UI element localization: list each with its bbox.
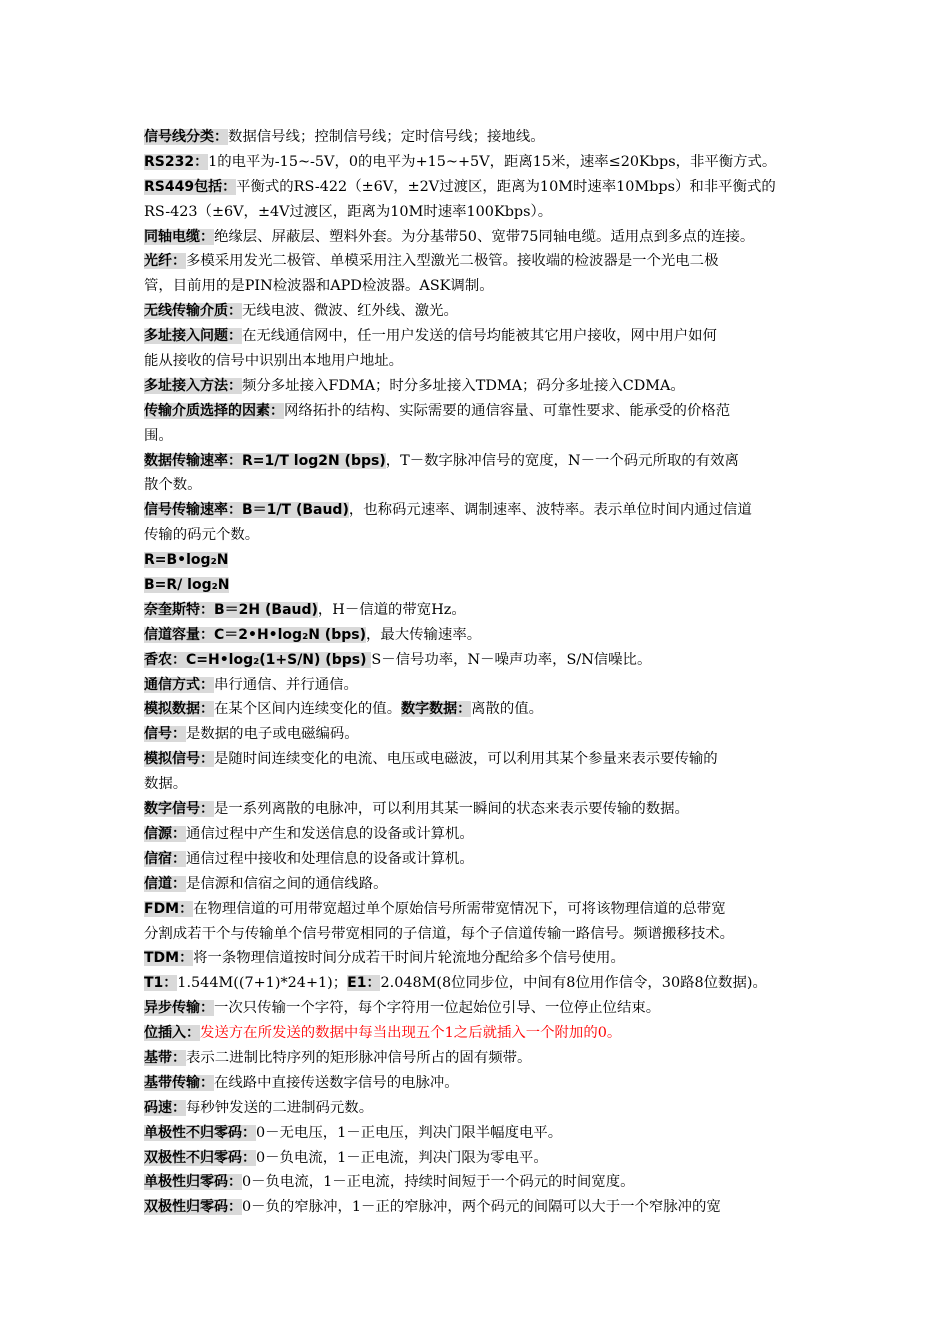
- text-line: [144, 648, 824, 673]
- text-line: [144, 996, 824, 1021]
- text-line: [144, 1096, 824, 1121]
- line-text: 传输的码元个数。: [144, 527, 260, 544]
- text-line: [144, 473, 824, 498]
- term-label: E1：: [347, 975, 381, 992]
- text-line: [144, 872, 824, 897]
- line-text: 分割成若干个与传输单个信号带宽相同的子信道，每个子信道传输一路信号。频谱搬移技术。: [144, 925, 735, 942]
- line-text: ，最大传输速率。: [365, 626, 482, 643]
- line-text: 0－负的窄脉冲，1－正的窄脉冲，两个码元的间隔可以大于一个窄脉冲的宽: [242, 1199, 721, 1216]
- text-line: [144, 399, 824, 424]
- line-text: ，也称码元速率、调制速率、波特率。表示单位时间内通过信道: [348, 502, 752, 519]
- line-text: 每秒钟发送的二进制码元数。: [186, 1099, 374, 1116]
- line-text: 是数据的电子或电磁编码。: [186, 726, 359, 743]
- term-label: 基带：: [144, 1049, 186, 1066]
- document-body: [144, 125, 824, 1220]
- text-line: [144, 150, 824, 175]
- term-label: 多址接入方法：: [144, 377, 242, 394]
- text-line: [144, 822, 824, 847]
- term-label: 无线传输介质：: [144, 303, 242, 320]
- text-line: [144, 449, 824, 474]
- text-line: [144, 1021, 824, 1046]
- line-text: 是信源和信宿之间的通信线路。: [186, 875, 388, 892]
- term-label: 信源：: [144, 825, 186, 842]
- text-line: [144, 274, 824, 299]
- text-line: [144, 324, 824, 349]
- text-line: [144, 299, 824, 324]
- term-label: 光纤：: [144, 253, 186, 270]
- text-line: [144, 897, 824, 922]
- text-line: [144, 747, 824, 772]
- line-text: S－信号功率，N－噪声功率，S/N信噪比。: [371, 651, 652, 668]
- text-line: [144, 722, 824, 747]
- text-line: [144, 573, 824, 598]
- term-label: 模拟信号：: [144, 751, 214, 768]
- line-text: 管，目前用的是PIN检波器和APD检波器。ASK调制。: [144, 278, 494, 295]
- text-line: [144, 1146, 824, 1171]
- term-label: 数字数据：: [401, 701, 472, 718]
- line-text: 通信过程中接收和处理信息的设备或计算机。: [186, 850, 474, 867]
- line-text: 绝缘层、屏蔽层、塑料外套。为分基带50、宽带75同轴电缆。适用点到多点的连接。: [214, 228, 755, 245]
- text-line: [144, 772, 824, 797]
- term-label: 双极性归零码：: [144, 1199, 242, 1216]
- term-label: 多址接入问题：: [144, 328, 242, 345]
- term-label: 单极性归零码：: [144, 1174, 242, 1191]
- term-label: 数据传输速率：R=1/T log2N (bps): [144, 452, 386, 469]
- line-text: 数据。: [144, 776, 188, 793]
- text-line: [144, 847, 824, 872]
- line-text: 散个数。: [144, 477, 202, 494]
- text-line: [144, 623, 824, 648]
- line-text: 0－负电流，1－正电流，持续时间短于一个码元的时间宽度。: [242, 1174, 635, 1191]
- text-line: [144, 548, 824, 573]
- term-label: 奈奎斯特：B＝2H (Baud): [144, 601, 318, 618]
- line-text: 是一系列离散的电脉冲，可以利用其某一瞬间的状态来表示要传输的数据。: [214, 801, 689, 818]
- term-label: RS449包括：: [144, 178, 237, 195]
- line-text: 无线电波、微波、红外线、激光。: [242, 303, 458, 320]
- text-line: [144, 200, 824, 225]
- term-label: R=B•log₂N: [144, 552, 229, 569]
- text-line: [144, 349, 824, 374]
- term-label: RS232：: [144, 153, 209, 170]
- term-label: 信道：: [144, 875, 186, 892]
- line-text: ，H－信道的带宽Hz。: [317, 601, 466, 618]
- text-line: [144, 1121, 824, 1146]
- text-line: [144, 797, 824, 822]
- text-line: [144, 1071, 824, 1096]
- line-text: 表示二进制比特序列的矩形脉冲信号所占的固有频带。: [186, 1049, 532, 1066]
- line-text: 0－负电流，1－正电流，判决门限为零电平。: [256, 1149, 548, 1166]
- text-line: [144, 922, 824, 947]
- term-label: 信号：: [144, 726, 186, 743]
- line-text: 能从接收的信号中识别出本地用户地址。: [144, 353, 404, 370]
- term-label: T1：: [144, 975, 178, 992]
- term-label: 异步传输：: [144, 1000, 214, 1017]
- term-label: 通信方式：: [144, 676, 214, 693]
- term-label: 信道容量：C＝2•H•log₂N (bps): [144, 626, 366, 643]
- term-label: 双极性不归零码：: [144, 1149, 256, 1166]
- term-label: FDM：: [144, 900, 194, 917]
- term-label: 位插入：: [144, 1025, 200, 1042]
- term-label: B=R/ log₂N: [144, 577, 230, 594]
- text-line: [144, 424, 824, 449]
- term-label: 数字信号：: [144, 801, 214, 818]
- text-line: [144, 946, 824, 971]
- term-label: 传输介质选择的因素：: [144, 402, 284, 419]
- line-text: 在物理信道的可用带宽超过单个原始信号所需带宽情况下，可将该物理信道的总带宽: [193, 900, 726, 917]
- line-text: 在无线通信网中，任一用户发送的信号均能被其它用户接收，网中用户如何: [242, 328, 717, 345]
- line-text: 离散的值。: [471, 701, 544, 718]
- text-line: [144, 673, 824, 698]
- text-line: [144, 249, 824, 274]
- line-text: 平衡式的RS-422（±6V，±2V过渡区，距离为10M时速率10Mbps）和非平衡式的: [236, 178, 776, 195]
- line-text: 2.048M(8位同步位，中间有8位用作信令，30路8位数据)。: [380, 975, 767, 992]
- text-line: [144, 175, 824, 200]
- line-text: 网络拓扑的结构、实际需要的通信容量、可靠性要求、能承受的价格范: [284, 402, 731, 419]
- text-line: [144, 598, 824, 623]
- term-label: 同轴电缆：: [144, 228, 214, 245]
- line-text: 是随时间连续变化的电流、电压或电磁波，可以利用其某个参量来表示要传输的: [214, 751, 718, 768]
- text-line: [144, 971, 824, 996]
- line-text: 发送方在所发送的数据中每当出现五个1之后就插入一个附加的0。: [200, 1025, 622, 1042]
- text-line: [144, 225, 824, 250]
- line-text: ，T－数字脉冲信号的宽度，N－一个码元所取的有效离: [385, 452, 739, 469]
- line-text: 串行通信、并行通信。: [214, 676, 358, 693]
- text-line: [144, 1046, 824, 1071]
- line-text: 在线路中直接传送数字信号的电脉冲。: [214, 1074, 459, 1091]
- line-text: 0－无电压，1－正电压，判决门限半幅度电平。: [256, 1124, 563, 1141]
- line-text: 在某个区间内连续变化的值。: [214, 701, 402, 718]
- line-text: 1.544M((7+1)*24+1)；: [177, 975, 348, 992]
- line-text: 围。: [144, 427, 173, 444]
- term-label: 基带传输：: [144, 1074, 214, 1091]
- line-text: 通信过程中产生和发送信息的设备或计算机。: [186, 825, 474, 842]
- term-label: TDM：: [144, 950, 194, 967]
- text-line: [144, 1170, 824, 1195]
- term-label: 信号线分类：: [144, 129, 228, 145]
- term-label: 香农：C=H•log₂(1+S/N) (bps): [144, 651, 372, 668]
- term-label: 码速：: [144, 1099, 186, 1116]
- line-text: 多模采用发光二极管、单模采用注入型激光二极管。接收端的检波器是一个光电二极: [186, 253, 719, 270]
- line-text: RS-423（±6V，±4V过渡区，距离为10M时速率100Kbps）。: [144, 203, 553, 220]
- line-text: 将一条物理信道按时间分成若干时间片轮流地分配给多个信号使用。: [193, 950, 625, 967]
- term-label: 信宿：: [144, 850, 186, 867]
- term-label: 信号传输速率：B＝1/T (Baud): [144, 502, 349, 519]
- line-text: 频分多址接入FDMA；时分多址接入TDMA；码分多址接入CDMA。: [242, 377, 685, 394]
- text-line: [144, 125, 824, 150]
- text-line: [144, 697, 824, 722]
- line-text: 1的电平为-15~-5V，0的电平为+15~+5V，距离15米，速率≤20Kbps，非平衡方式。: [208, 153, 777, 170]
- line-text: 数据信号线；控制信号线；定时信号线；接地线。: [228, 129, 545, 145]
- term-label: 单极性不归零码：: [144, 1124, 256, 1141]
- line-text: 一次只传输一个字符，每个字符用一位起始位引导、一位停止位结束。: [214, 1000, 661, 1017]
- text-line: [144, 498, 824, 523]
- term-label: 模拟数据：: [144, 701, 214, 718]
- text-line: [144, 374, 824, 399]
- text-line: [144, 523, 824, 548]
- text-line: [144, 1195, 824, 1220]
